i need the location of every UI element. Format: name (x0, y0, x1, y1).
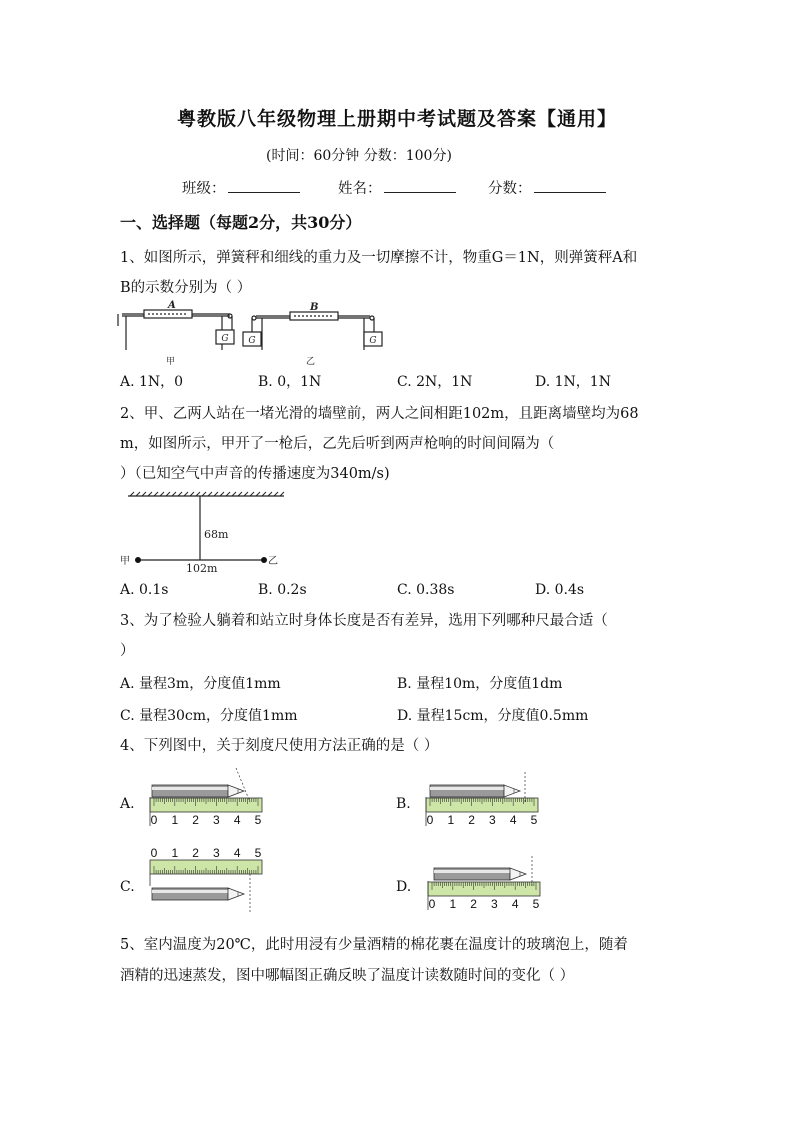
question-2-figure (118, 492, 290, 574)
ruler-tick-label: 2 (468, 813, 475, 827)
q3-option-a[interactable]: A. 量程3m，分度值1mm (120, 676, 281, 692)
question-3-line-2: ） (120, 643, 135, 659)
spring-label-a: A (168, 300, 176, 311)
ruler-scale (428, 882, 540, 911)
question-4-line-1: 4、下列图中，关于刻度尺使用方法正确的是（ ） (120, 738, 439, 754)
ruler-tick-label: 1 (171, 846, 179, 860)
weight-label-jia: G (221, 334, 229, 344)
question-2-line-1: 2、甲、乙两人站在一堵光滑的墙壁前，两人之间相距102m，且距离墙壁均为68 (120, 406, 639, 422)
score-label: 分数： (488, 181, 532, 197)
person-yi-dot (261, 557, 267, 563)
q3-option-b[interactable]: B. 量程10m，分度值1dm (397, 676, 563, 692)
ruler-tick-label: 4 (509, 813, 517, 827)
ruler-figure-d[interactable] (424, 852, 542, 914)
question-5-line-1: 5、室内温度为20℃，此时用浸有少量酒精的棉花裹在温度计的玻璃泡上，随着 (120, 937, 628, 953)
figure-label-yi: 乙 (306, 357, 316, 367)
ruler-tick-label: 1 (447, 813, 455, 827)
q1-option-d[interactable]: D. 1N，1N (535, 374, 611, 390)
weight-label-yi-left: G (248, 336, 256, 346)
q1-option-a[interactable]: A. 1N，0 (120, 374, 184, 390)
weight-label-yi-right: G (369, 336, 377, 346)
q2-option-c[interactable]: C. 0.38s (397, 582, 455, 598)
ruler-figure-b[interactable] (424, 768, 542, 830)
distance-102m: 102m (186, 562, 218, 575)
question-1-line-1: 1、如图所示，弹簧秤和细线的重力及一切摩擦不计，物重G＝1N，则弹簧秤A和 (120, 250, 638, 266)
score-blank[interactable] (534, 178, 606, 193)
exam-subtitle: (时间：60分钟 分数：100分) (266, 148, 452, 164)
ruler-tick-label: 5 (254, 813, 262, 827)
wall-hatching (130, 492, 284, 496)
class-label: 班级： (182, 181, 226, 197)
q2-option-b[interactable]: B. 0.2s (258, 582, 307, 598)
ruler-tick-label: 1 (171, 813, 179, 827)
ruler-tick-label: 3 (213, 846, 220, 860)
ruler-tick-label: 4 (233, 846, 241, 860)
spring-label-b: B (310, 302, 319, 313)
ruler-tick-label: 2 (470, 897, 477, 911)
ruler-tick-label: 0 (426, 813, 434, 827)
ruler-tick-label: 3 (491, 897, 498, 911)
question-5-line-2: 酒精的迅速蒸发，图中哪幅图正确反映了温度计读数随时间的变化（ ） (120, 968, 575, 984)
ruler-tick-label: 2 (192, 846, 199, 860)
question-1-line-2: B的示数分别为（ ） (120, 280, 252, 296)
ruler-tick-label: 4 (233, 813, 241, 827)
name-field[interactable] (338, 177, 456, 198)
spring-scale-setup-jia (118, 310, 234, 350)
page-title: 粤教版八年级物理上册期中考试题及答案【通用】 (176, 108, 617, 130)
distance-68m: 68m (204, 528, 229, 541)
ruler-tick-label: 4 (511, 897, 519, 911)
class-blank[interactable] (228, 178, 300, 193)
spring-scale-setup-yi (243, 312, 382, 350)
ruler-tick-label: 1 (449, 897, 457, 911)
class-field[interactable] (182, 177, 300, 198)
q3-option-d[interactable]: D. 量程15cm，分度值0.5mm (397, 708, 589, 724)
ruler-figure-a[interactable] (148, 768, 266, 830)
section-title: 一、选择题（每题2分，共30分） (120, 213, 362, 232)
ruler-tick-label: 0 (150, 813, 158, 827)
pencil (152, 785, 244, 797)
ruler-scale (426, 798, 538, 827)
ruler-tick-label: 5 (532, 897, 540, 911)
name-label: 姓名： (338, 181, 382, 197)
q2-option-a[interactable]: A. 0.1s (120, 582, 169, 598)
ruler-tick-label: 0 (150, 846, 158, 860)
ruler-scale (150, 846, 262, 874)
q4-option-label-b[interactable]: B. (396, 796, 411, 812)
q4-option-label-d[interactable]: D. (396, 879, 412, 895)
question-2-line-3: ）（已知空气中声音的传播速度为340m/s) (120, 466, 390, 482)
ruler-tick-label: 5 (530, 813, 538, 827)
q2-option-d[interactable]: D. 0.4s (535, 582, 585, 598)
score-field[interactable] (488, 177, 606, 198)
name-blank[interactable] (384, 178, 456, 193)
person-jia-label: 甲 (120, 556, 130, 567)
pencil (434, 868, 526, 880)
question-2-line-2: m，如图所示，甲开了一枪后，乙先后听到两声枪响的时间间隔为（ (120, 436, 555, 452)
question-3-line-1: 3、为了检验人躺着和站立时身体长度是否有差异，选用下列哪种尺最合适（ (120, 613, 608, 629)
ruler-tick-label: 3 (489, 813, 496, 827)
question-1-figure (118, 302, 393, 366)
ruler-tick-label: 3 (213, 813, 220, 827)
pencil (430, 785, 520, 797)
q3-option-c[interactable]: C. 量程30cm，分度值1mm (120, 708, 298, 724)
pencil (152, 888, 244, 900)
q1-option-b[interactable]: B. 0，1N (258, 374, 322, 390)
q1-option-c[interactable]: C. 2N，1N (397, 374, 473, 390)
person-yi-label: 乙 (268, 556, 278, 567)
ruler-tick-label: 5 (254, 846, 262, 860)
ruler-scale (150, 798, 262, 827)
q4-option-label-c[interactable]: C. (120, 879, 135, 895)
ruler-figure-c[interactable] (148, 846, 266, 914)
q4-option-label-a[interactable]: A. (120, 796, 135, 812)
alignment-line (236, 768, 250, 802)
person-jia-dot (135, 557, 141, 563)
ruler-tick-label: 0 (428, 897, 436, 911)
figure-label-jia: 甲 (166, 357, 176, 367)
ruler-tick-label: 2 (192, 813, 199, 827)
